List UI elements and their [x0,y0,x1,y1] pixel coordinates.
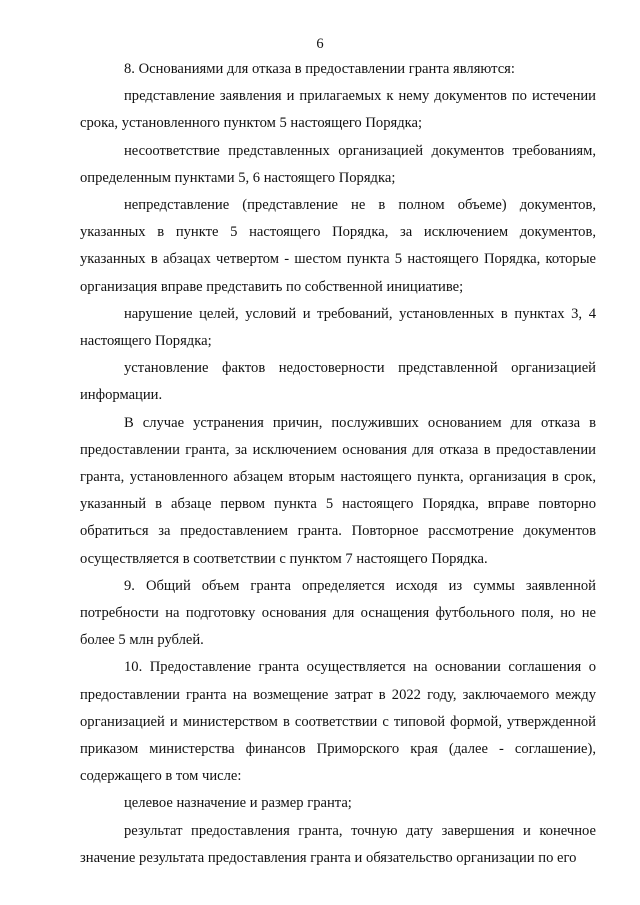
paragraph: нарушение целей, условий и требований, установленных в пунктах 3, 4 настоящего Порядка; [80,305,596,350]
paragraph: представление заявления и прилагаемых к нему документов по истечении срока, установленного пунктом 5 настоящего Порядка; [80,88,596,132]
paragraph: 9. Общий объем гранта определяется исходя из суммы заявленной потребности на подготовку основания для оснащения футбольного поля, но не более 5 млн рублей. [80,577,596,649]
paragraph: непредставление (представление не в полном объеме) документов, указанных в пункте 5 настоящего Порядка, за исключением документов, указанных в абзацах четвертом - шестом пункта 5 настоящего Порядка, которые организация вправе представить по собственной инициативе; [80,197,596,295]
document-body [80,56,596,872]
paragraph: 10. Предоставление гранта осуществляется на основании соглашения о предоставлении гранта на возмещение затрат в 2022 году, заключаемого между организацией и министерством в соответствии с типовой формой, утвержденной приказом министерства финансов Приморского края (далее - соглашение), содержащего в том числе: [80,659,596,785]
paragraph: несоответствие представленных организацией документов требованиям, определенным пунктами 5, 6 настоящего Порядка; [80,142,596,186]
paragraph: установление фактов недостоверности представленной организацией информации. [80,360,596,404]
paragraph: результат предоставления гранта, точную дату завершения и конечное значение результата предоставления гранта и обязательство организации по его [80,822,596,866]
page-number: 6 [316,36,324,52]
paragraph: В случае устранения причин, послуживших основанием для отказа в предоставлении гранта, за исключением основания для отказа в предоставлении гранта, установленного абзацем вторым настоящего пункта, организация в срок, указанный в абзаце первом пункта 5 настоящего Порядка, вправе повторно обратиться за предоставлением гранта. Повторное рассмотрение документов осуществляется в соответствии с пунктом 7 настоящего Порядка. [80,414,596,567]
paragraph: 8. Основаниями для отказа в предоставлении гранта являются: [124,61,515,77]
paragraph: целевое назначение и размер гранта; [124,795,352,812]
